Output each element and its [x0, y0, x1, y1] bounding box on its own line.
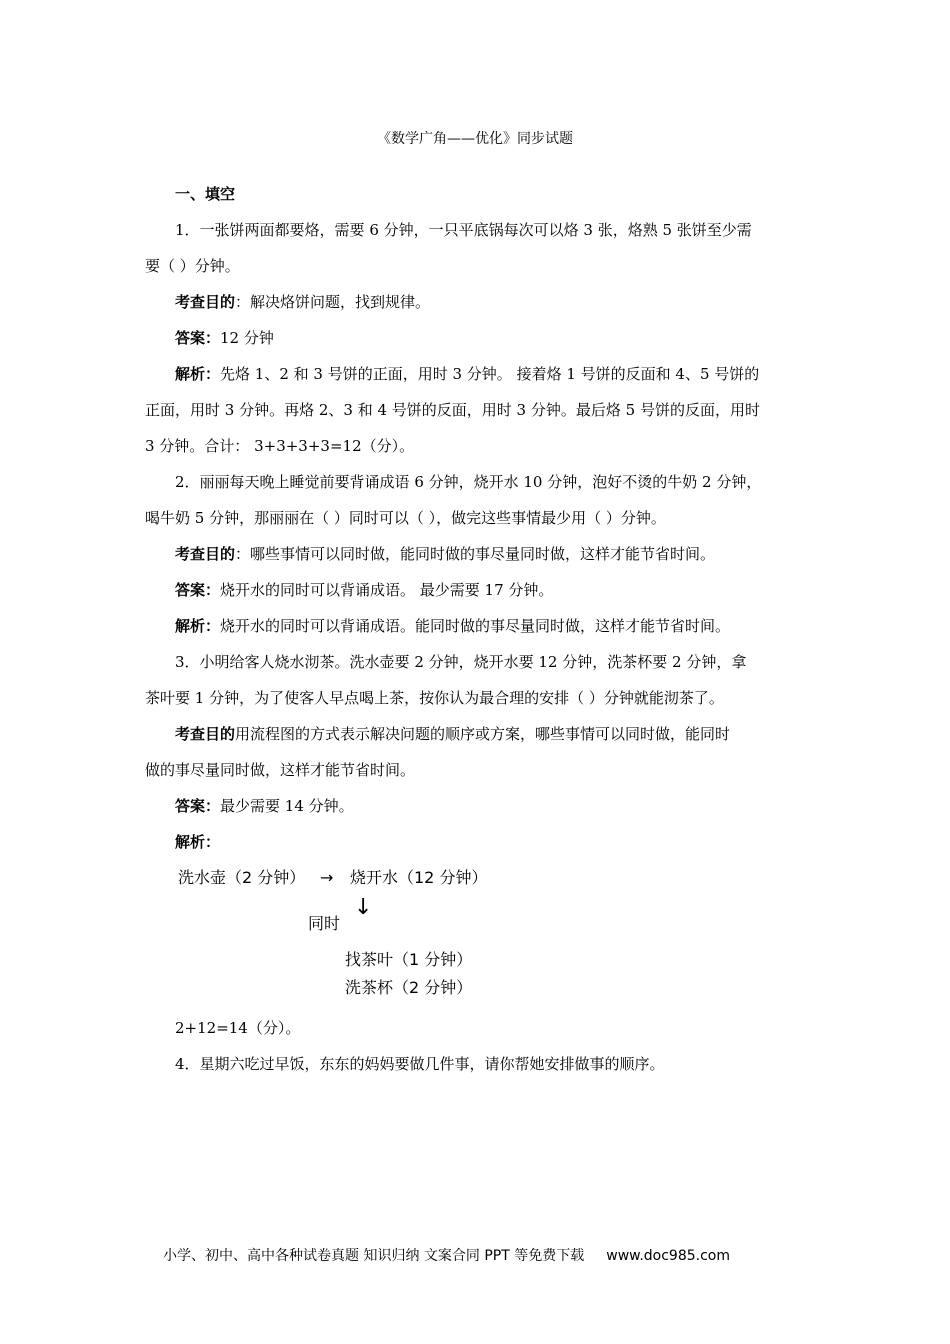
flow-step-wash-cups: 洗茶杯（2 分钟）: [345, 978, 473, 997]
q3-aim-1: [145, 716, 820, 752]
page-footer: [163, 1245, 730, 1265]
explanation-label: 解析：: [175, 365, 221, 383]
document-body: [145, 176, 820, 1082]
q2-answer: [145, 572, 820, 608]
q1-explanation-1: [145, 356, 820, 392]
q3-aim-2: 做的事尽量同时做，这样才能节省时间。: [145, 761, 416, 779]
aim-text: ：哪些事情可以同时做，能同时做的事尽量同时做，这样才能节省时间。: [235, 545, 716, 563]
q2-line-1: 2．丽丽每天晚上睡觉前要背诵成语 6 分钟，烧开水 10 分钟，泡好不烫的牛奶 2 分钟，: [175, 473, 762, 491]
explanation-label: 解析：: [175, 617, 221, 635]
flow-step-get-tea: 找茶叶（1 分钟）: [345, 950, 473, 969]
aim-text: 用流程图的方式表示解决问题的顺序或方案，哪些事情可以同时做，能同时: [235, 725, 731, 743]
q2-aim: [145, 536, 820, 572]
q2-line-2: 喝牛奶 5 分钟，那丽丽在（ ）同时可以（ ），做完这些事情最少用（ ）分钟。: [145, 509, 666, 527]
q4-line-1: 4．星期六吃过早饭，东东的妈妈要做几件事，请你帮她安排做事的顺序。: [175, 1055, 665, 1073]
q1-explanation-2: 正面，用时 3 分钟。再烙 2、3 和 4 号饼的反面，用时 3 分钟。最后烙 5 号饼的反面，用时: [145, 401, 760, 419]
flow-simultaneous-label: 同时: [308, 914, 341, 933]
arrow-right-icon: →: [320, 868, 334, 887]
q2-explanation: [145, 608, 820, 644]
q1-answer: [145, 320, 820, 356]
q3-line-1: 3．小明给客人烧水沏茶。洗水壶要 2 分钟，烧开水要 12 分钟，洗茶杯要 2 分钟，拿: [175, 653, 747, 671]
footer-site-link[interactable]: www.doc985.com: [606, 1248, 730, 1264]
answer-text: 烧开水的同时可以背诵成语。 最少需要 17 分钟。: [220, 581, 554, 599]
aim-label: 考查目的: [175, 725, 236, 743]
q3-calculation: 2+12=14（分）。: [175, 1019, 301, 1037]
answer-text: 12 分钟: [220, 329, 274, 347]
aim-label: 考查目的: [175, 545, 236, 563]
arrow-down-icon: ↓: [354, 895, 373, 920]
flow-step-wash-kettle: 洗水壶（2 分钟）: [178, 868, 306, 887]
explanation-text: 烧开水的同时可以背诵成语。能同时做的事尽量同时做，这样才能节省时间。: [220, 617, 731, 635]
explanation-text: 先烙 1、2 和 3 号饼的正面，用时 3 分钟。 接着烙 1 号饼的反面和 4、5 号饼的: [220, 365, 760, 383]
flow-diagram: [178, 860, 820, 1010]
answer-label: 答案：: [175, 797, 221, 815]
section-heading: 一、填空: [175, 185, 236, 203]
q3-answer: [145, 788, 820, 824]
aim-label: 考查目的: [175, 293, 236, 311]
q3-explanation-label: 解析：: [175, 833, 221, 851]
document-title: 《数学广角——优化》同步试题: [377, 131, 573, 147]
q1-explanation-3: 3 分钟。合计： 3+3+3+3=12（分）。: [145, 437, 415, 455]
answer-label: 答案：: [175, 329, 221, 347]
q1-line-1: 1．一张饼两面都要烙，需要 6 分钟，一只平底锅每次可以烙 3 张，烙熟 5 张饼至少需: [175, 221, 752, 239]
flow-step-boil-water: 烧开水（12 分钟）: [350, 868, 488, 887]
footer-text: 小学、初中、高中各种试卷真题 知识归纳 文案合同 PPT 等免费下载: [163, 1248, 585, 1264]
q1-aim: [145, 284, 820, 320]
answer-label: 答案：: [175, 581, 221, 599]
q1-line-2: 要（ ）分钟。: [145, 257, 240, 275]
answer-text: 最少需要 14 分钟。: [220, 797, 354, 815]
q3-line-2: 茶叶要 1 分钟，为了使客人早点喝上茶，按你认为最合理的安排（ ）分钟就能沏茶了。: [145, 689, 724, 707]
aim-text: ：解决烙饼问题，找到规律。: [235, 293, 431, 311]
